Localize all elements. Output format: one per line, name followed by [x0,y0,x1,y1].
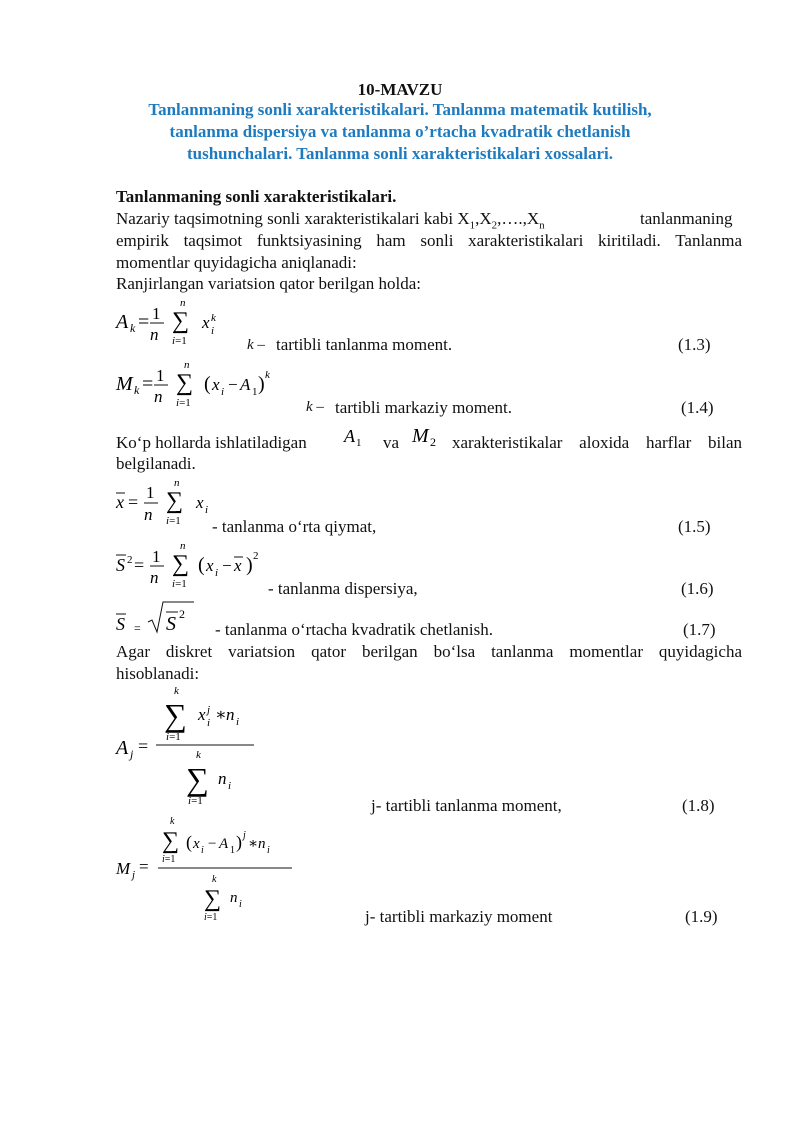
svg-text:∑: ∑ [162,828,180,854]
svg-text:j: j [132,869,136,881]
svg-text:n: n [226,705,235,724]
svg-text:∗: ∗ [248,836,259,852]
svg-text:k: k [130,321,136,335]
svg-text:k: k [265,369,270,381]
svg-text:n: n [180,540,186,552]
svg-text:x: x [196,493,204,512]
svg-text:i: i [207,717,211,729]
formula-1-6 [112,535,282,597]
svg-text:i=1: i=1 [176,397,191,409]
svg-text:k: k [212,874,217,885]
svg-text:1: 1 [230,845,235,856]
svg-text:i=1: i=1 [204,912,218,923]
svg-text:=: = [134,621,141,635]
svg-text:(: ( [186,832,192,852]
formula-1-4 [112,354,312,416]
f19-number: (1.9) [685,907,718,926]
svg-text:(: ( [198,554,205,576]
svg-text:): ) [236,832,242,852]
svg-text:n: n [258,836,266,852]
svg-text:∗: ∗ [215,705,227,724]
svg-text:M: M [116,373,133,395]
f19-desc: j- tartibli markaziy moment [365,907,553,926]
svg-text:M: M [116,859,131,878]
svg-text:x: x [198,705,206,724]
svg-text:A: A [116,311,129,333]
svg-text:n: n [180,297,186,309]
svg-text:1: 1 [152,304,161,323]
svg-text:2: 2 [179,607,185,621]
svg-text:x: x [116,492,124,512]
svg-text:i=1: i=1 [162,854,176,865]
svg-text:=: = [134,555,145,575]
svg-text:n: n [230,890,238,906]
symbol-a1 [342,418,372,452]
svg-text:n: n [150,568,159,587]
para2: Ranjirlangan variatsion qator berilgan holda: [116,274,421,293]
svg-text:A: A [240,375,251,394]
formula-1-5 [112,474,222,536]
svg-text:i: i [211,325,215,337]
formula-1-8 [112,682,272,812]
svg-text:i=1: i=1 [166,731,181,743]
svg-text:S: S [116,614,125,634]
svg-text:n: n [218,769,227,788]
svg-text:i: i [236,716,240,728]
svg-text:=: = [138,736,149,756]
svg-text:1: 1 [252,386,258,398]
f18-number: (1.8) [682,796,715,815]
f13-number: (1.3) [678,335,711,354]
subtitle-line-1: Tanlanmaning sonli xarakteristikalari. Tanlanma matematik kutilish, [148,100,652,119]
svg-text:1: 1 [156,366,165,385]
para1-line2: empirik taqsimot funktsiyasining ham sonli xarakteristikalari kiritiladi. Tanlanma [116,231,742,250]
svg-text:): ) [246,554,253,576]
svg-text:∑: ∑ [204,886,222,912]
svg-text:x: x [212,375,220,394]
svg-text:A: A [219,836,229,852]
svg-text:=: = [142,373,154,395]
section-title: Tanlanmaning sonli xarakteristikalari. [116,187,397,206]
svg-text:k: k [211,312,216,324]
svg-text:2: 2 [430,435,436,449]
svg-text:x: x [202,313,210,332]
svg-text:1: 1 [356,437,362,449]
para3-line1: Agar diskret variatsion qator berilgan bo‘lsa tanlanma momentlar quyidagicha [116,642,742,661]
svg-text:k: k [196,749,201,761]
f16-number: (1.6) [681,579,714,598]
svg-text:j: j [243,830,246,841]
svg-text:i: i [205,504,209,516]
svg-text:i=1: i=1 [172,578,187,590]
f17-number: (1.7) [683,620,716,639]
svg-text:−: − [228,375,238,394]
para1-line1-end: tanlanmaning [640,209,733,228]
formula-1-9 [112,812,302,924]
svg-text:=: = [139,857,149,876]
svg-text:n: n [144,505,153,524]
svg-text:j: j [130,747,134,761]
f14-k-label: k – [306,399,324,415]
svg-text:x: x [206,556,214,575]
svg-text:i=1: i=1 [188,795,203,807]
svg-text:∑: ∑ [172,308,190,334]
svg-text:i: i [267,845,270,856]
svg-text:k: k [170,816,175,827]
svg-text:n: n [154,387,163,406]
svg-text:k: k [174,685,179,697]
svg-text:): ) [258,373,265,395]
note-end: xarakteristikalar aloxida harflar bilan [452,433,742,452]
f18-desc: j- tartibli tanlanma moment, [371,796,562,815]
svg-text:∑: ∑ [172,551,190,577]
f14-number: (1.4) [681,398,714,417]
svg-text:x: x [234,556,242,575]
formula-1-7 [112,598,212,640]
svg-text:i: i [215,567,219,579]
svg-text:−: − [208,836,217,852]
svg-text:(: ( [204,373,211,395]
svg-text:n: n [174,477,180,489]
svg-text:∑: ∑ [166,488,184,514]
f14-desc: tartibli markaziy moment. [335,398,513,417]
svg-text:i: i [239,899,242,910]
svg-text:S: S [116,555,125,575]
svg-text:i: i [228,780,232,792]
note-va: va [383,433,400,452]
f15-number: (1.5) [678,517,711,536]
svg-text:∑: ∑ [176,370,194,396]
svg-text:i=1: i=1 [166,515,181,527]
symbol-m2 [410,418,446,452]
para3-line2: hisoblanadi: [116,664,200,683]
svg-text:2: 2 [127,554,133,566]
note-line2: belgilanadi. [116,454,196,473]
svg-text:n: n [184,359,190,371]
svg-text:∑: ∑ [186,761,209,797]
svg-text:−: − [222,556,232,575]
svg-text:2: 2 [253,550,259,562]
svg-text:S: S [166,613,176,635]
formula-1-3 [112,292,252,354]
svg-text:k: k [134,383,140,397]
f13-desc: tartibli tanlanma moment. [276,335,453,354]
subtitle-line-2: tanlanma dispersiya va tanlanma o’rtacha kvadratik chetlanish [169,122,631,141]
svg-text:∑: ∑ [164,697,187,733]
svg-text:M: M [412,425,429,447]
svg-text:=: = [138,311,150,333]
f16-desc: - tanlanma dispersiya, [268,579,418,598]
para1-line1-start: Nazariy taqsimotning sonli xarakteristikalari kabi $X_1,X_2,\dots.,X_n$ [116,209,545,232]
para1-line3: momentlar quyidagicha aniqlanadi: [116,253,357,272]
svg-text:i=1: i=1 [172,335,187,347]
svg-text:1: 1 [146,483,155,502]
svg-text:i: i [221,386,225,398]
f13-k-label: k – [247,337,265,353]
svg-text:i: i [201,845,204,856]
f17-desc: - tanlanma o‘rtacha kvadratik chetlanish. [215,620,494,639]
note-start: Ko‘p hollarda ishlatiladigan [116,433,307,452]
svg-text:x: x [193,836,200,852]
svg-text:n: n [150,325,159,344]
svg-text:A: A [344,426,355,446]
svg-text:=: = [128,492,139,512]
svg-text:j: j [207,704,211,716]
svg-text:1: 1 [152,547,161,566]
subtitle-line-3: tushunchalari. Tanlanma sonli xarakteristikalari xossalari. [186,144,613,163]
topic-heading: 10-MAVZU [357,80,443,99]
f15-desc: - tanlanma o‘rta qiymat, [212,517,377,536]
svg-text:A: A [116,737,129,759]
